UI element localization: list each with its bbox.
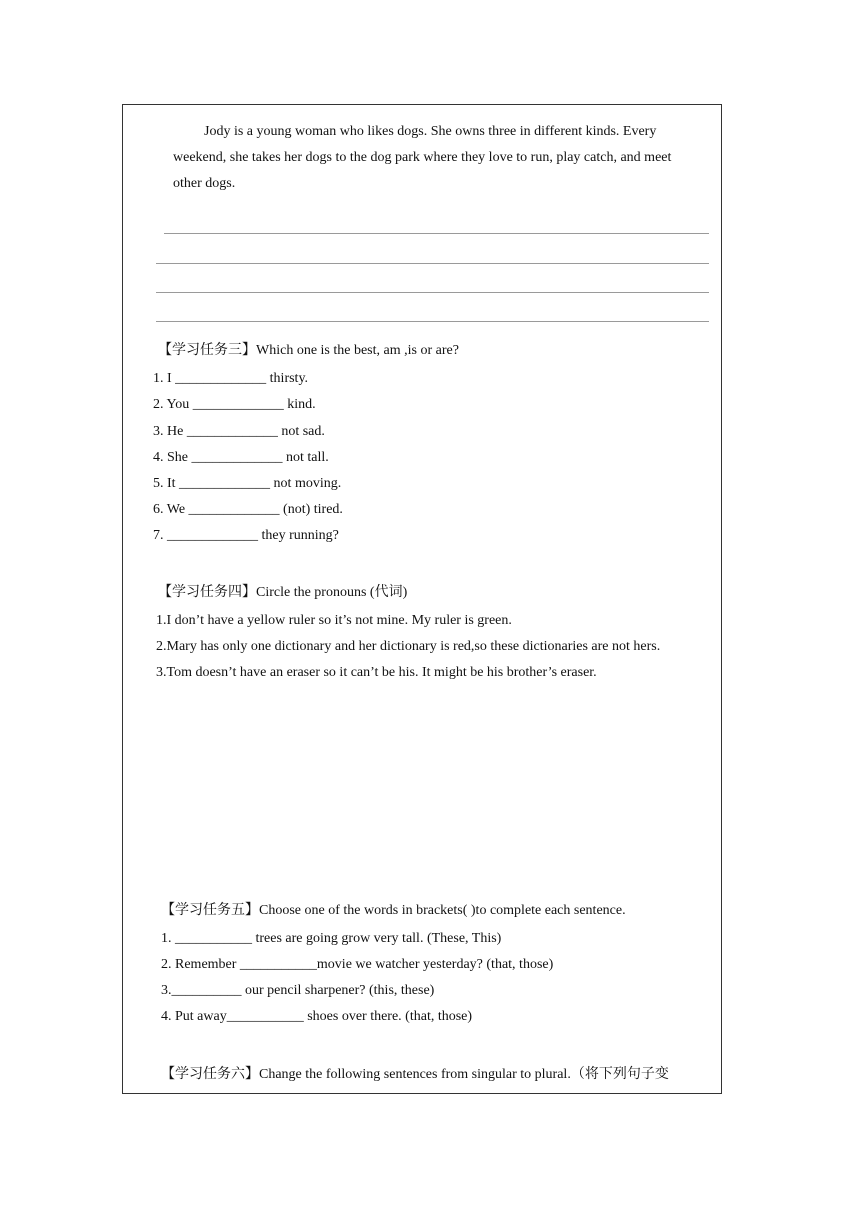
task5-item-2: 2. Remember ___________movie we watcher yesterday? (that, those) (161, 957, 554, 972)
passage-line-3: other dogs. (173, 176, 236, 191)
task3-heading: 【学习任务三】Which one is the best, am ,is or are? (158, 343, 459, 358)
answer-line-3[interactable] (156, 292, 709, 293)
passage-line-1: Jody is a young woman who likes dogs. She owns three in different kinds. Every (204, 124, 657, 139)
answer-line-1[interactable] (164, 233, 709, 234)
answer-line-2[interactable] (156, 263, 709, 264)
task3-item-5: 5. It _____________ not moving. (153, 476, 342, 491)
task6-heading: 【学习任务六】Change the following sentences from singular to plural.（将下列句子变 (161, 1067, 669, 1082)
task5-item-1: 1. ___________ trees are going grow very tall. (These, This) (161, 931, 502, 946)
task4-item-3: 3.Tom doesn’t have an eraser so it can’t be his. It might be his brother’s eraser. (156, 665, 597, 680)
task3-item-1: 1. I _____________ thirsty. (153, 371, 309, 386)
task5-item-3: 3.__________ our pencil sharpener? (this, these) (161, 983, 435, 998)
task5-heading: 【学习任务五】Choose one of the words in brackets( )to complete each sentence. (161, 903, 626, 918)
task4-item-2: 2.Mary has only one dictionary and her dictionary is red,so these dictionaries are not hers. (156, 639, 661, 654)
task3-item-4: 4. She _____________ not tall. (153, 450, 329, 465)
answer-line-4[interactable] (156, 321, 709, 322)
task5-item-4: 4. Put away___________ shoes over there. (that, those) (161, 1009, 473, 1024)
task3-item-7: 7. _____________ they running? (153, 528, 339, 543)
task3-item-3: 3. He _____________ not sad. (153, 424, 325, 439)
task4-heading: 【学习任务四】Circle the pronouns (代词) (158, 585, 408, 600)
task3-item-6: 6. We _____________ (not) tired. (153, 502, 343, 517)
task4-item-1: 1.I don’t have a yellow ruler so it’s not mine. My ruler is green. (156, 613, 512, 628)
task3-item-2: 2. You _____________ kind. (153, 397, 316, 412)
passage-line-2: weekend, she takes her dogs to the dog park where they love to run, play catch, and meet (173, 150, 672, 165)
